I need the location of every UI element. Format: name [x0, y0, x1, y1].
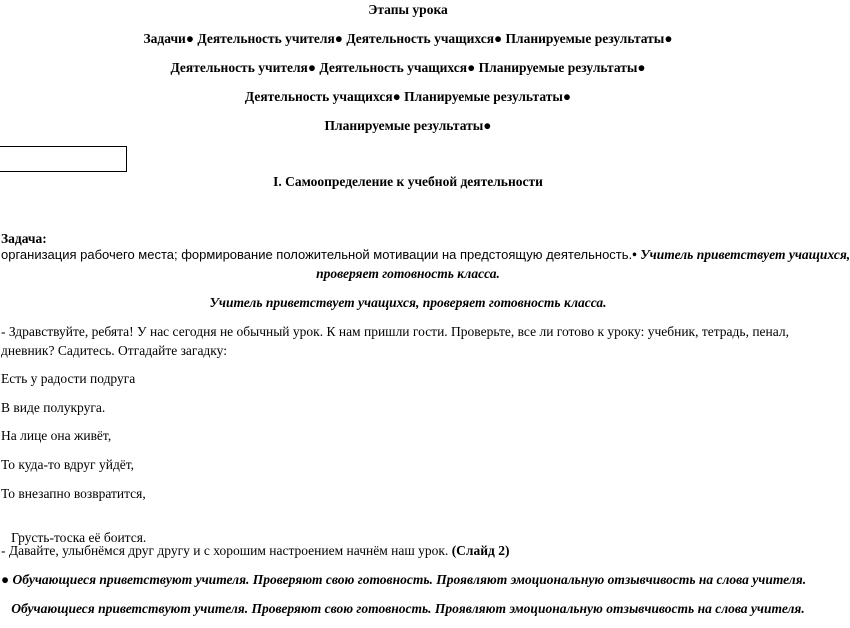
smile-text: - Давайте, улыбнёмся друг другу и с хорошим настроением начнём наш урок.	[1, 543, 452, 558]
riddle-text: В виде полукруга.	[1, 400, 106, 415]
empty-cell-box	[0, 146, 127, 172]
header-row-3	[0, 89, 816, 105]
riddle-text: Есть у радости подруга	[1, 371, 136, 386]
task-line	[1, 247, 850, 263]
bullet-icon: ●	[185, 31, 194, 46]
section-heading	[0, 174, 816, 190]
speech-line-2	[1, 343, 816, 359]
task-text: организация рабочего места; формирование положительной мотивации на предстоящую деятельность.	[1, 247, 633, 262]
speech-text-1: - Здравствуйте, ребята! У нас сегодня не обычный урок. К нам пришли гости. Проверьте, все ли готово к уроку: учебник, тетрадь, пенал,	[1, 324, 789, 339]
riddle-text: То внезапно возвратится,	[1, 486, 146, 501]
students-activity-bulleted	[1, 572, 816, 588]
riddle-line	[1, 428, 816, 444]
header-item-tasks: Задачи	[143, 31, 186, 46]
riddle-text: На лице она живёт,	[1, 428, 112, 443]
bullet-icon: ●	[307, 60, 317, 75]
header-item-planned-results: Планируемые результаты	[478, 60, 638, 75]
teacher-activity-text: Учитель приветствует учащихся, проверяет готовность класса.	[209, 295, 607, 310]
bullet-icon: ●	[637, 60, 646, 75]
bullet-icon: ●	[1, 572, 10, 587]
students-activity-repeat	[0, 601, 816, 617]
header-item-student-activity: Деятельность учащихся	[346, 31, 495, 46]
bullet-icon: ●	[467, 60, 476, 75]
header-item-teacher-activity: Деятельность учителя	[170, 60, 308, 75]
speech-text-2: дневник? Садитесь. Отгадайте загадку:	[1, 343, 227, 358]
header-item-planned-results: Планируемые результаты	[505, 31, 665, 46]
riddle-text: То куда-то вдруг уйдёт,	[1, 457, 135, 472]
bullet-icon: ●	[392, 89, 401, 104]
bullet-icon: ●	[483, 118, 492, 133]
section-heading-text: I. Самоопределение к учебной деятельности	[273, 174, 543, 189]
bullet-icon: ●	[334, 31, 343, 46]
smile-line	[1, 543, 816, 559]
header-item-planned-results: Планируемые результаты	[404, 89, 563, 104]
bullet-icon: ●	[494, 31, 503, 46]
riddle-line	[1, 400, 816, 416]
bullet-icon: ●	[664, 31, 673, 46]
riddle-line	[1, 457, 816, 473]
bullet-icon: •	[632, 247, 637, 262]
riddle-text: Грусть-тоска её боится.	[7, 530, 147, 545]
page-title	[0, 2, 816, 18]
stages-title: Этапы урока	[368, 2, 448, 17]
header-item-student-activity: Деятельность учащихся	[244, 89, 393, 104]
task-label-text: Задача:	[1, 231, 47, 246]
bullet-icon: ●	[562, 89, 572, 104]
header-row-2	[0, 60, 816, 76]
speech-line-1	[1, 324, 816, 340]
header-item-planned-results: Планируемые результаты	[324, 118, 484, 133]
task-label	[1, 231, 816, 247]
header-item-teacher-activity: Деятельность учителя	[197, 31, 335, 46]
task-line-cont	[0, 266, 816, 282]
riddle-line	[1, 514, 816, 546]
teacher-activity	[0, 295, 816, 311]
students-activity-text: Обучающиеся приветствуют учителя. Проверяют свою готовность. Проявляют эмоциональную отзывчивость на слова учителя.	[9, 572, 807, 587]
riddle-line	[1, 371, 816, 387]
header-row-1	[0, 31, 816, 47]
teacher-inline-text: Учитель приветствует учащихся,	[636, 247, 850, 262]
header-row-4	[0, 118, 816, 134]
riddle-line	[1, 486, 816, 502]
slide-reference: (Слайд 2)	[451, 543, 510, 558]
teacher-inline-cont-text: проверяет готовность класса.	[316, 266, 500, 281]
students-activity-repeat-text: Обучающиеся приветствуют учителя. Проверяют свою готовность. Проявляют эмоциональную отзывчивость на слова учителя.	[11, 601, 805, 616]
header-item-student-activity: Деятельность учащихся	[319, 60, 468, 75]
